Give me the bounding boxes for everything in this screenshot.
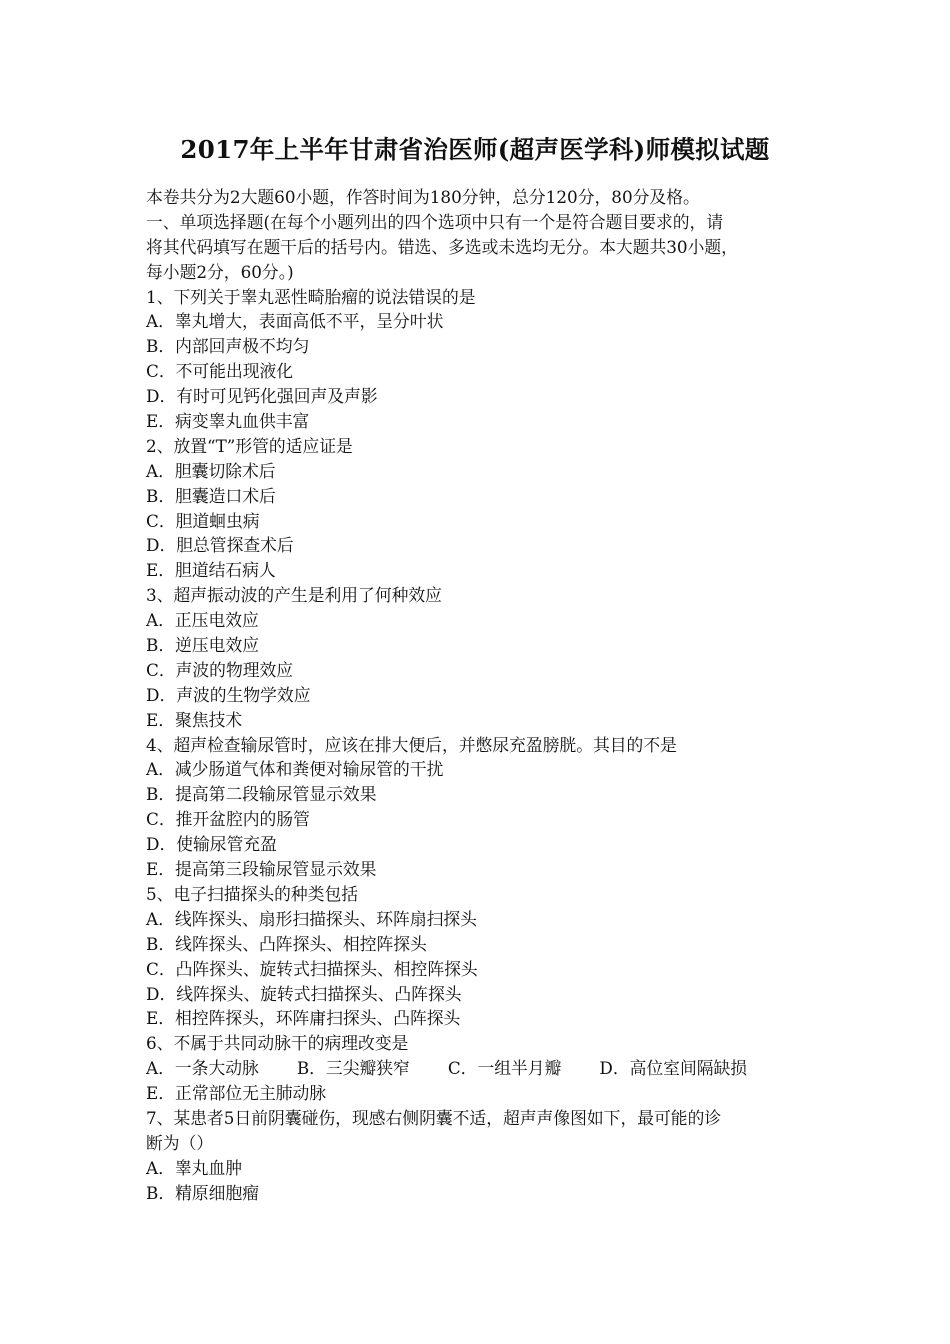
option-e: E．胆道结石病人	[146, 560, 276, 581]
option-c: C．推开盆腔内的肠管	[146, 809, 310, 830]
question-5	[146, 882, 826, 1031]
option-a: A．一条大动脉	[146, 1058, 259, 1079]
option-b: B．线阵探头、凸阵探头、相控阵探头	[146, 933, 427, 954]
option-b: B．内部回声极不均匀	[146, 336, 310, 357]
option-c: C．胆道蛔虫病	[146, 510, 260, 531]
option-d: D．高位室间隔缺损	[599, 1058, 748, 1079]
option-b: B．胆囊造口术后	[146, 485, 276, 506]
question-6	[146, 1031, 826, 1106]
section-header	[146, 210, 826, 285]
question-stem-line: 7、某患者5日前阴囊碰伤，现感右侧阴囊不适，超声声像图如下，最可能的诊	[146, 1107, 722, 1128]
option-c: C．不可能出现液化	[146, 361, 294, 382]
intro-text: 本卷共分为2大题60小题，作答时间为180分钟，总分120分，80分及格。	[146, 187, 700, 207]
document-title: 2017年上半年甘肃省治医师(超声医学科)师模拟试题	[180, 135, 770, 164]
option-a: A．胆囊切除术后	[146, 460, 276, 481]
question-stem: 3、超声振动波的产生是利用了何种效应	[146, 585, 442, 606]
question-stem-line: 断为（）	[146, 1132, 214, 1153]
option-e: E．提高第三段输尿管显示效果	[146, 859, 377, 880]
question-stem: 2、放置“T”形管的适应证是	[146, 435, 353, 456]
question-7	[146, 1106, 826, 1206]
option-b: B．三尖瓣狭窄	[296, 1058, 410, 1079]
question-stem: 1、下列关于睾丸恶性畸胎瘤的说法错误的是	[146, 286, 476, 307]
option-c: C．一组半月瓣	[447, 1058, 562, 1079]
question-1	[146, 285, 826, 434]
option-e: E．聚焦技术	[146, 709, 243, 730]
option-d: D．胆总管探查术后	[146, 535, 294, 556]
option-a: A．睾丸血肿	[146, 1157, 243, 1178]
question-stem: 5、电子扫描探头的种类包括	[146, 883, 359, 904]
question-stem: 6、不属于共同动脉干的病理改变是	[146, 1033, 409, 1054]
option-e: E．病变睾丸血供丰富	[146, 411, 310, 432]
question-3	[146, 583, 826, 732]
question-4	[146, 733, 826, 882]
option-a: A．睾丸增大，表面高低不平，呈分叶状	[146, 311, 444, 332]
option-c: C．凸阵探头、旋转式扫描探头、相控阵探头	[146, 958, 478, 979]
document-body	[146, 185, 826, 1206]
option-d: D．有时可见钙化强回声及声影	[146, 386, 378, 407]
option-a: A．减少肠道气体和粪便对输尿管的干扰	[146, 759, 444, 780]
question-stem: 4、超声检查输尿管时，应该在排大便后，并憋尿充盈膀胱。其目的不是	[146, 734, 677, 755]
option-d: D．声波的生物学效应	[146, 684, 311, 705]
option-c: C．声波的物理效应	[146, 659, 294, 680]
option-e: E．正常部位无主肺动脉	[146, 1083, 327, 1104]
option-b: B．逆压电效应	[146, 635, 260, 656]
section-header-line: 每小题2分，60分。)	[146, 261, 294, 282]
option-d: D．线阵探头、旋转式扫描探头、凸阵探头	[146, 983, 462, 1004]
option-b: B．提高第二段输尿管显示效果	[146, 784, 377, 805]
option-b: B．精原细胞瘤	[146, 1182, 260, 1203]
option-d: D．使输尿管充盈	[146, 834, 277, 855]
section-header-line: 一、单项选择题(在每个小题列出的四个选项中只有一个是符合题目要求的，请	[146, 211, 724, 232]
section-header-line: 将其代码填写在题干后的括号内。错选、多选或未选均无分。本大题共30小题，	[146, 236, 738, 257]
option-a: A．正压电效应	[146, 610, 259, 631]
option-e: E．相控阵探头，环阵庸扫探头、凸阵探头	[146, 1008, 461, 1029]
inline-options-row	[146, 1056, 826, 1081]
question-2	[146, 434, 826, 583]
option-a: A．线阵探头、扇形扫描探头、环阵扇扫探头	[146, 908, 477, 929]
